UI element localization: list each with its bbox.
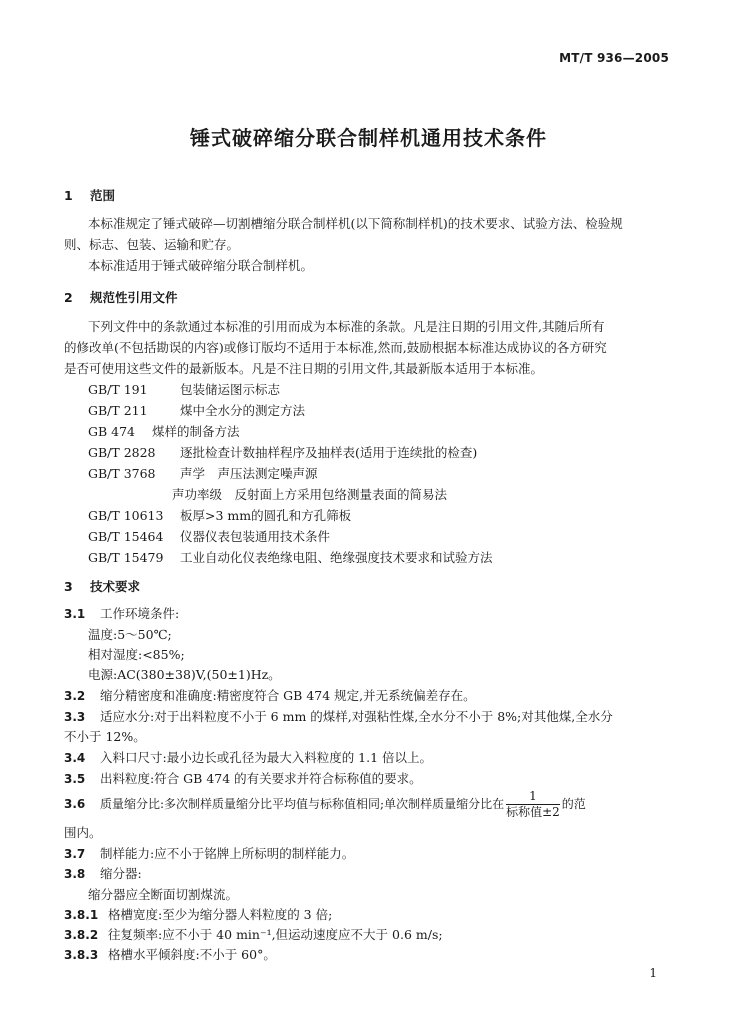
reference-item: GB/T 3768 声学 声压法测定噪声源 — [88, 466, 318, 481]
clause-3-8-3: 3.8.3 格槽水平倾斜度:不小于 60°。 — [64, 947, 276, 962]
reference-item: GB/T 2828 逐批检查计数抽样程序及抽样表(适用于连续批的检查) — [88, 445, 478, 460]
clause-3-4: 3.4 入料口尺寸:最小边长或孔径为最大入料粒度的 1.1 倍以上。 — [64, 750, 433, 765]
section-1-title: 范围 — [90, 188, 116, 203]
section-1-paragraph-1-line-2: 则、标志、包装、运输和贮存。 — [64, 237, 240, 252]
section-2-intro-line-3: 是否可使用这些文件的最新版本。凡是不注日期的引用文件,其最新版本适用于本标准。 — [64, 361, 543, 376]
section-2-title: 规范性引用文件 — [90, 290, 178, 305]
section-3-number: 3 — [64, 579, 73, 594]
reference-item: GB/T 15479 工业自动化仪表绝缘电阻、绝缘强度技术要求和试验方法 — [88, 550, 493, 565]
section-3-title: 技术要求 — [90, 579, 141, 594]
section-2-intro-line-2: 的修改单(不包括勘误的内容)或修订版均不适用于本标准,然而,鼓励根据本标准达成协议的各方研究 — [64, 340, 607, 355]
reference-item: GB/T 15464 仪器仪表包装通用技术条件 — [88, 529, 331, 544]
section-1-paragraph-1-line-1: 本标准规定了锤式破碎—切割槽缩分联合制样机(以下简称制样机)的技术要求、试验方法、检验规 — [88, 216, 623, 231]
clause-3-6: 3.6 质量缩分比:多次制样质量缩分比平均值与标称值相同;单次制样质量缩分比在 $\frac{1}{\text{标称值±2}}$ 的范 — [64, 789, 586, 819]
section-2-heading — [64, 288, 178, 306]
clause-3-8-2: 3.8.2 往复频率:应不小于 40 min⁻¹,但运动速度应不大于 0.6 m/s; — [64, 927, 443, 942]
clause-3-2: 3.2 缩分精密度和准确度:精密度符合 GB 474 规定,并无系统偏差存在。 — [64, 688, 476, 703]
clause-3-3: 3.3 适应水分:对于出料粒度不小于 6 mm 的煤样,对强粘性煤,全水分不小于 8%;对其他煤,全水分 — [64, 709, 613, 724]
clause-3-5: 3.5 出料粒度:符合 GB 474 的有关要求并符合标称值的要求。 — [64, 771, 422, 786]
clause-3-7: 3.7 制样能力:应不小于铭牌上所标明的制样能力。 — [64, 846, 355, 861]
clause-3-3-line-2: 不小于 12%。 — [64, 729, 146, 744]
section-1-paragraph-2: 本标准适用于锤式破碎缩分联合制样机。 — [88, 258, 314, 273]
reference-item-continuation: 声功率级 反射面上方采用包络测量表面的简易法 — [172, 487, 448, 502]
section-1-paragraph-1 — [64, 213, 670, 255]
section-1-heading — [64, 186, 115, 204]
clause-3-1-item: 相对湿度:<85%; — [88, 647, 185, 662]
section-2-number: 2 — [64, 290, 73, 305]
section-2-intro — [64, 316, 670, 379]
section-2-intro-line-1: 下列文件中的条款通过本标准的引用而成为本标准的条款。凡是注日期的引用文件,其随后所有 — [88, 319, 605, 334]
clause-3-1: 3.1 工作环境条件: — [64, 606, 180, 621]
clause-3-6-line-2: 围内。 — [64, 825, 102, 840]
clause-3-8-sub: 缩分器应全断面切割煤流。 — [88, 887, 239, 902]
section-1-number: 1 — [64, 188, 73, 203]
document-title: 锤式破碎缩分联合制样机通用技术条件 — [190, 126, 547, 150]
page-number: 1 — [649, 966, 657, 980]
reference-item: GB/T 10613 板厚>3 mm的圆孔和方孔筛板 — [88, 508, 352, 523]
clause-3-8-1: 3.8.1 格槽宽度:至少为缩分器人料粒度的 3 倍; — [64, 907, 333, 922]
reference-item: GB 474 煤样的制备方法 — [88, 424, 240, 439]
clause-3-1-item: 温度:5～50℃; — [88, 627, 172, 642]
reference-item: GB/T 211 煤中全水分的测定方法 — [88, 403, 306, 418]
reference-item: GB/T 191 包装储运图示标志 — [88, 382, 281, 397]
section-3-heading — [64, 577, 140, 595]
standard-code: MT/T 936—2005 — [559, 51, 669, 65]
fraction: $\frac{1}{\text{标称值±2}}$ — [506, 789, 560, 819]
clause-3-8: 3.8 缩分器: — [64, 866, 142, 881]
clause-3-1-item: 电源:AC(380±38)V,(50±1)Hz。 — [88, 667, 281, 682]
